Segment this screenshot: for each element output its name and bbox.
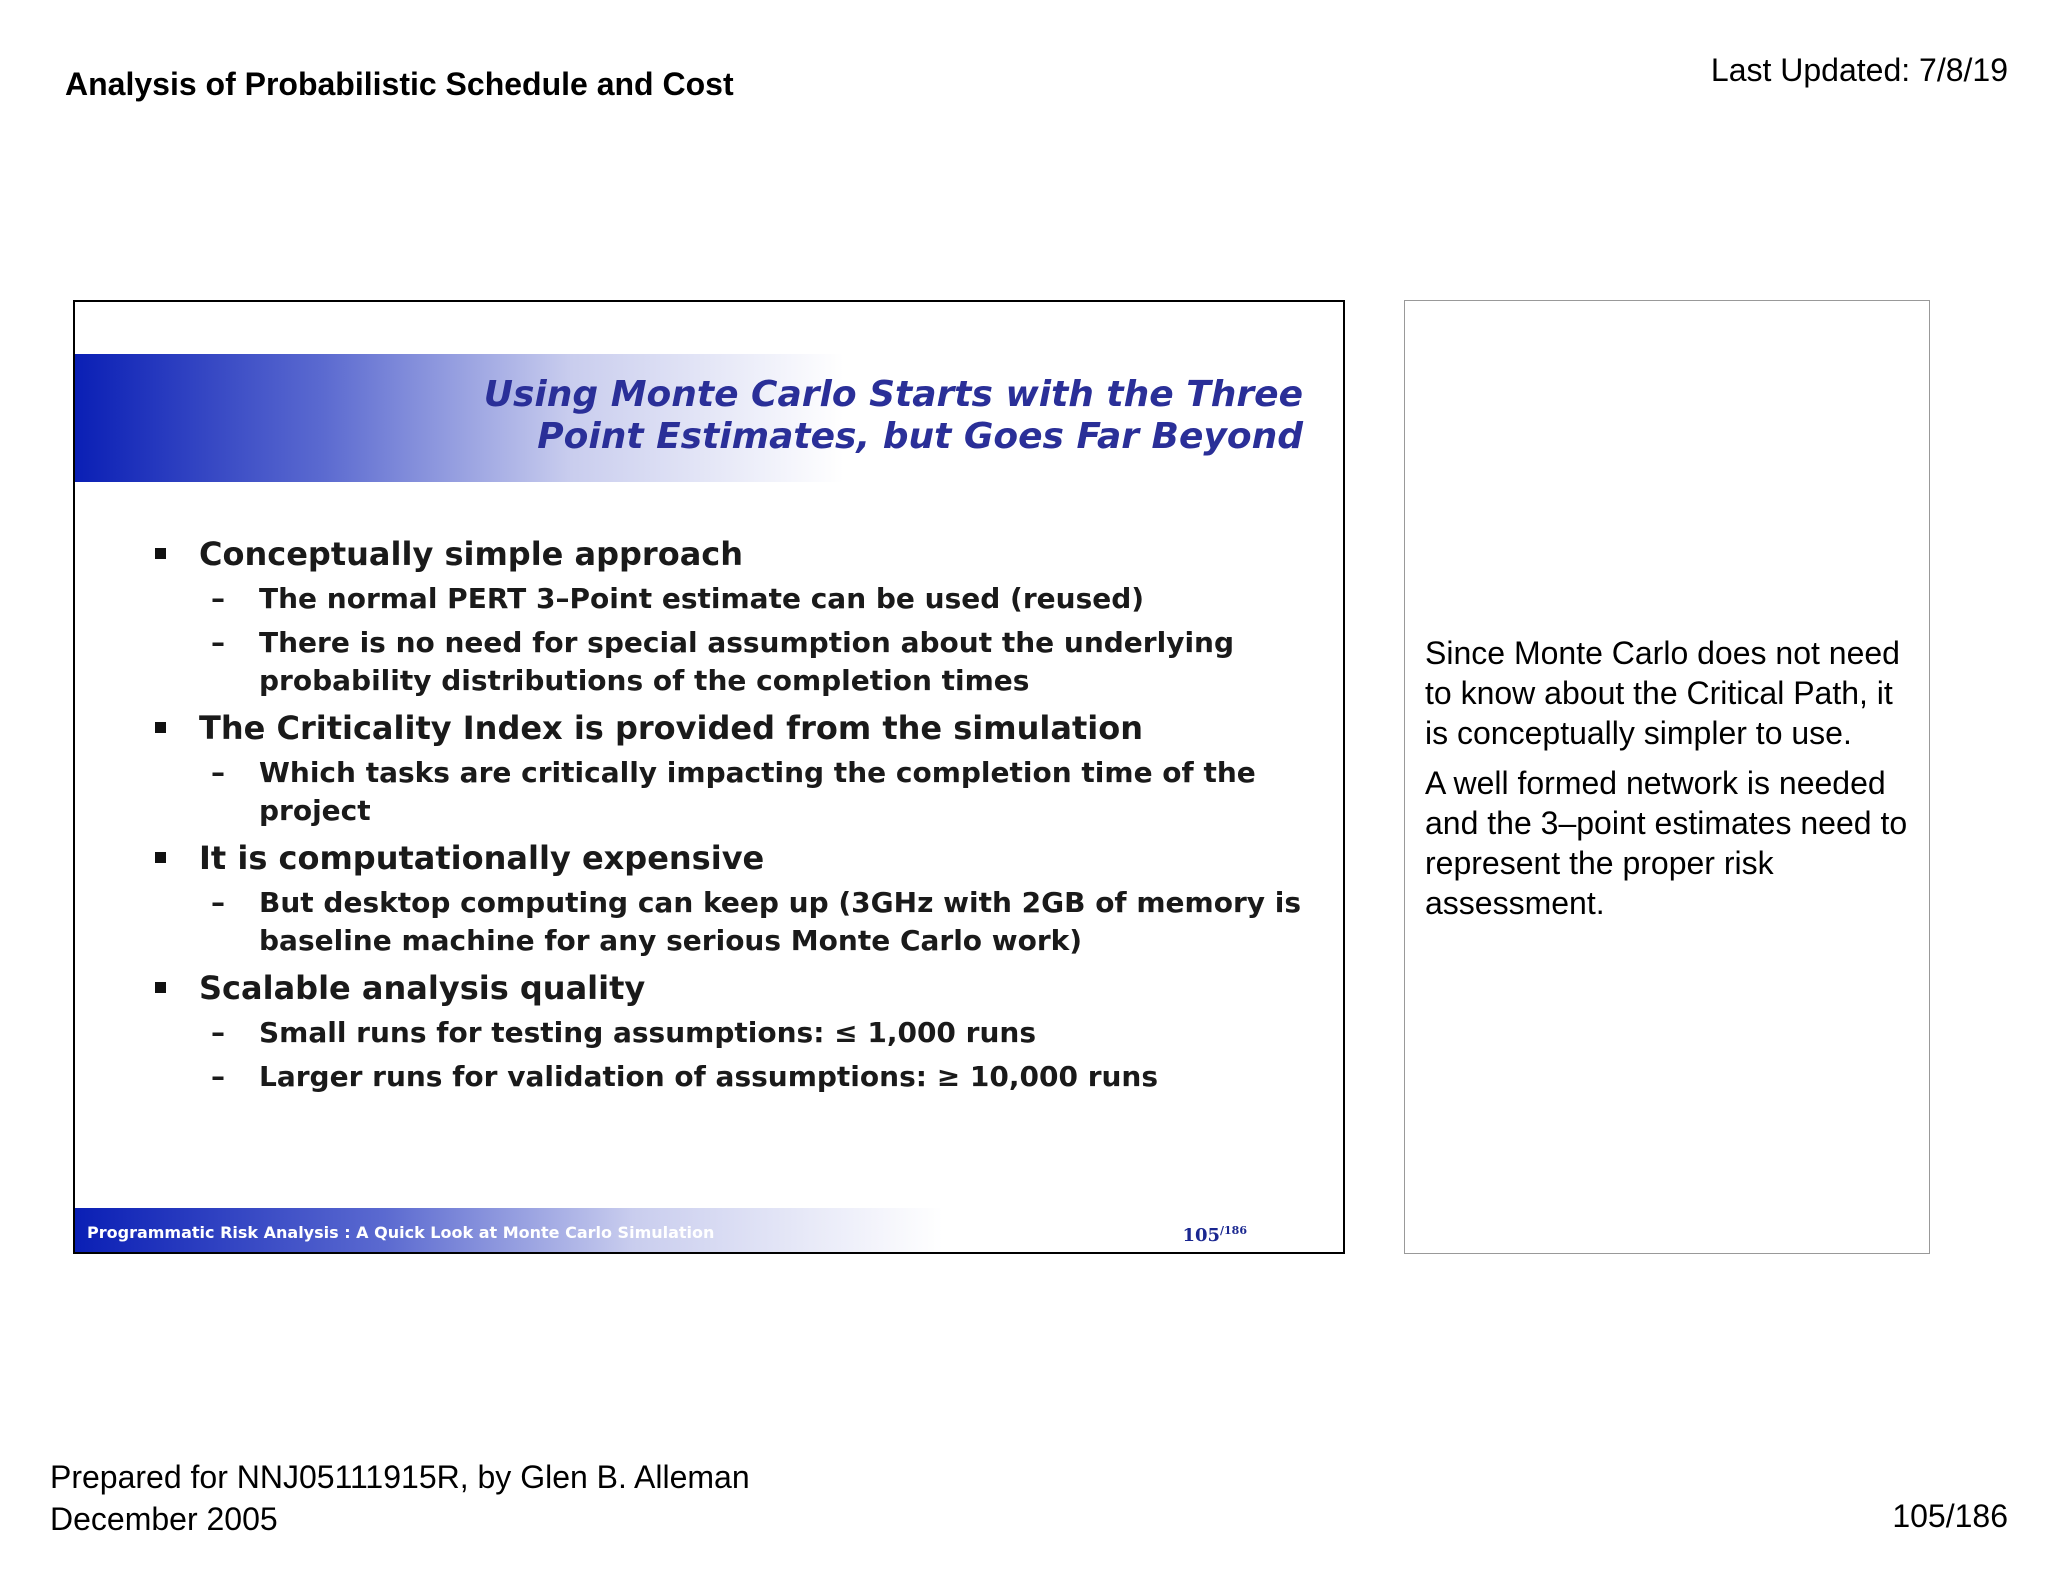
page-number: 105/186 <box>1892 1498 2008 1534</box>
slide-page-total: /186 <box>1220 1224 1247 1237</box>
prepared-line-2: December 2005 <box>50 1501 278 1537</box>
bullet-4: Scalable analysis quality <box>153 968 1303 1008</box>
document-title: Analysis of Probabilistic Schedule and Cost <box>65 66 734 102</box>
slide-footer-bar <box>75 1208 1315 1252</box>
notes-paragraph-1: Since Monte Carlo does not need to know about the Critical Path, it is conceptually simpler to use. <box>1425 635 1900 751</box>
slide-title <box>484 374 1303 458</box>
notes-panel <box>1404 300 1930 1254</box>
notes-text <box>1425 633 1915 933</box>
slide-page-number <box>1182 1224 1247 1246</box>
bullet-1: Conceptually simple approach <box>153 534 1303 574</box>
bullet-2: The Criticality Index is provided from the simulation <box>153 708 1303 748</box>
last-updated: Last Updated: 7/8/19 <box>1710 52 2008 88</box>
bullet-3-sub-1: – But desktop computing can keep up (3GHz with 2GB of memory is baseline machine for any serious Monte Carlo work) <box>153 884 1303 960</box>
bullet-1-sub-2: – There is no need for special assumption about the underlying probability distributions of the completion times <box>153 624 1303 700</box>
bullet-1-sub-1: – The normal PERT 3–Point estimate can be used (reused) <box>153 580 1303 618</box>
prepared-by <box>50 1456 750 1540</box>
bullet-2-sub-1: – Which tasks are critically impacting the completion time of the project <box>153 754 1303 830</box>
slide-page-current: 105 <box>1182 1225 1221 1246</box>
slide-bullet-list <box>153 526 1303 1096</box>
slide-thumbnail <box>73 300 1345 1254</box>
notes-paragraph-2: A well formed network is needed and the 3–point estimates need to represent the proper risk assessment. <box>1425 765 1908 921</box>
bullet-3: It is computationally expensive <box>153 838 1303 878</box>
slide-title-line-2: Point Estimates, but Goes Far Beyond <box>537 416 1303 457</box>
slide-title-line-1: Using Monte Carlo Starts with the Three <box>483 374 1303 415</box>
prepared-line-1: Prepared for NNJ05111915R, by Glen B. Alleman <box>50 1459 750 1495</box>
bullet-4-sub-1: – Small runs for testing assumptions: ≤ 1,000 runs <box>153 1014 1303 1052</box>
slide-footer-text: Programmatic Risk Analysis : A Quick Look at Monte Carlo Simulation <box>87 1223 715 1242</box>
bullet-4-sub-2: – Larger runs for validation of assumptions: ≥ 10,000 runs <box>153 1058 1303 1096</box>
